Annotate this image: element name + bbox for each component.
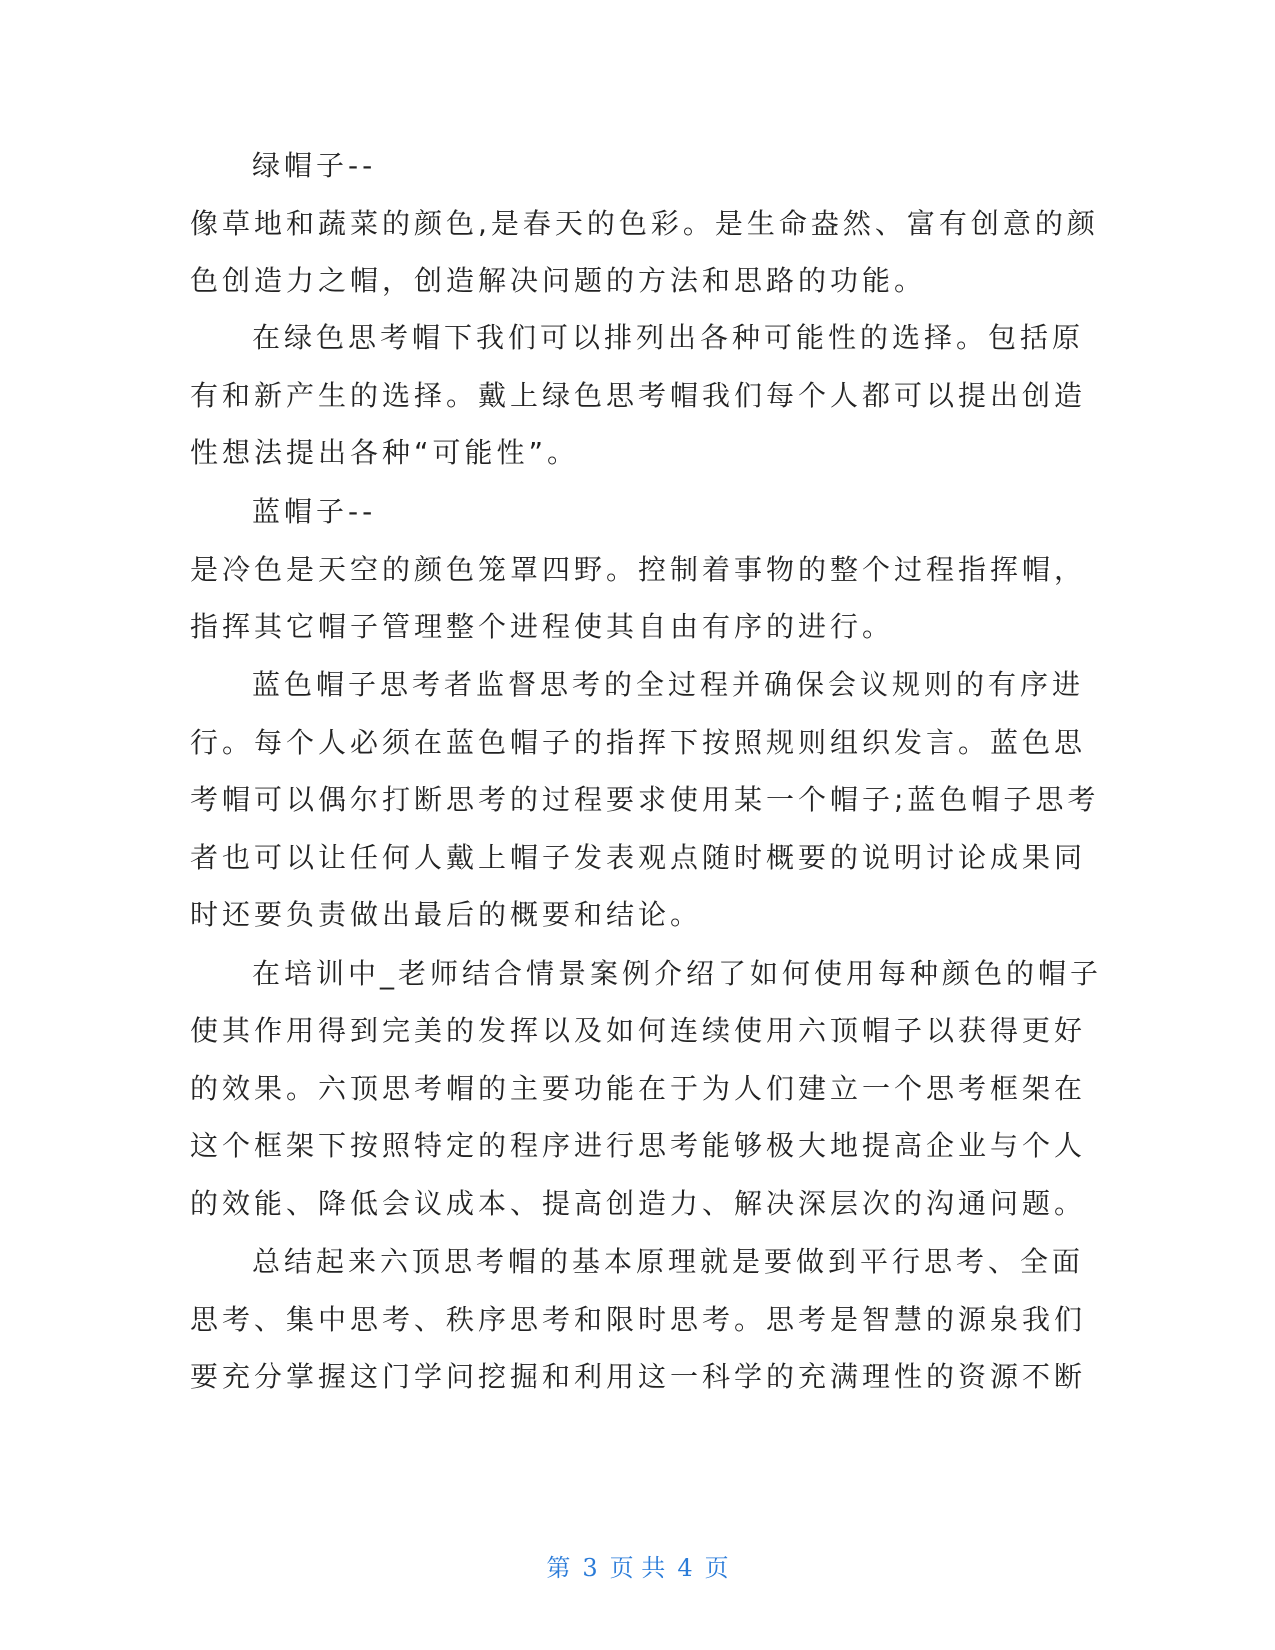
paragraph-line: 色创造力之帽，创造解决问题的方法和思路的功能。 <box>190 264 927 297</box>
paragraph-line: 是冷色是天空的颜色笼罩四野。控制着事物的整个过程指挥帽， <box>190 553 1087 586</box>
paragraph-line: 使其作用得到完美的发挥以及如何连续使用六顶帽子以获得更好 <box>190 1014 1087 1047</box>
paragraph-line: 有和新产生的选择。戴上绿色思考帽我们每个人都可以提出创造 <box>190 379 1087 412</box>
footer-suffix: 页 <box>704 1554 729 1582</box>
paragraph-line: 在培训中_老师结合情景案例介绍了如何使用每种颜色的帽子 <box>252 957 1103 990</box>
footer-total-pages: 4 <box>677 1554 693 1582</box>
paragraph-line: 总结起来六顶思考帽的基本原理就是要做到平行思考、全面 <box>252 1245 1085 1278</box>
heading-blue-hat: 蓝帽子-- <box>252 495 377 528</box>
paragraph-line: 性想法提出各种“可能性”。 <box>190 436 580 469</box>
paragraph-line: 这个框架下按照特定的程序进行思考能够极大地提高企业与个人 <box>190 1129 1087 1162</box>
paragraph-line: 指挥其它帽子管理整个进程使其自由有序的进行。 <box>190 610 895 643</box>
paragraph-line: 的效果。六顶思考帽的主要功能在于为人们建立一个思考框架在 <box>190 1072 1087 1105</box>
heading-green-hat: 绿帽子-- <box>252 149 377 182</box>
paragraph-line: 要充分掌握这门学问挖掘和利用这一科学的充满理性的资源不断 <box>190 1360 1087 1393</box>
paragraph-line: 的效能、降低会议成本、提高创造力、解决深层次的沟通问题。 <box>190 1187 1087 1220</box>
page-footer <box>0 1553 1275 1583</box>
paragraph-line: 像草地和蔬菜的颜色,是春天的色彩。是生命盎然、富有创意的颜 <box>190 207 1099 240</box>
paragraph-line: 在绿色思考帽下我们可以排列出各种可能性的选择。包括原 <box>252 321 1085 354</box>
paragraph-line: 蓝色帽子思考者监督思考的全过程并确保会议规则的有序进 <box>252 668 1085 701</box>
paragraph-line: 考帽可以偶尔打断思考的过程要求使用某一个帽子;蓝色帽子思考 <box>190 783 1100 816</box>
footer-middle: 页 共 <box>609 1554 666 1582</box>
paragraph-line: 时还要负责做出最后的概要和结论。 <box>190 898 703 931</box>
paragraph-line: 行。每个人必须在蓝色帽子的指挥下按照规则组织发言。蓝色思 <box>190 726 1087 759</box>
paragraph-line: 思考、集中思考、秩序思考和限时思考。思考是智慧的源泉我们 <box>190 1303 1087 1336</box>
footer-current-page: 3 <box>582 1554 598 1582</box>
footer-prefix: 第 <box>546 1554 571 1582</box>
paragraph-line: 者也可以让任何人戴上帽子发表观点随时概要的说明讨论成果同 <box>190 841 1087 874</box>
